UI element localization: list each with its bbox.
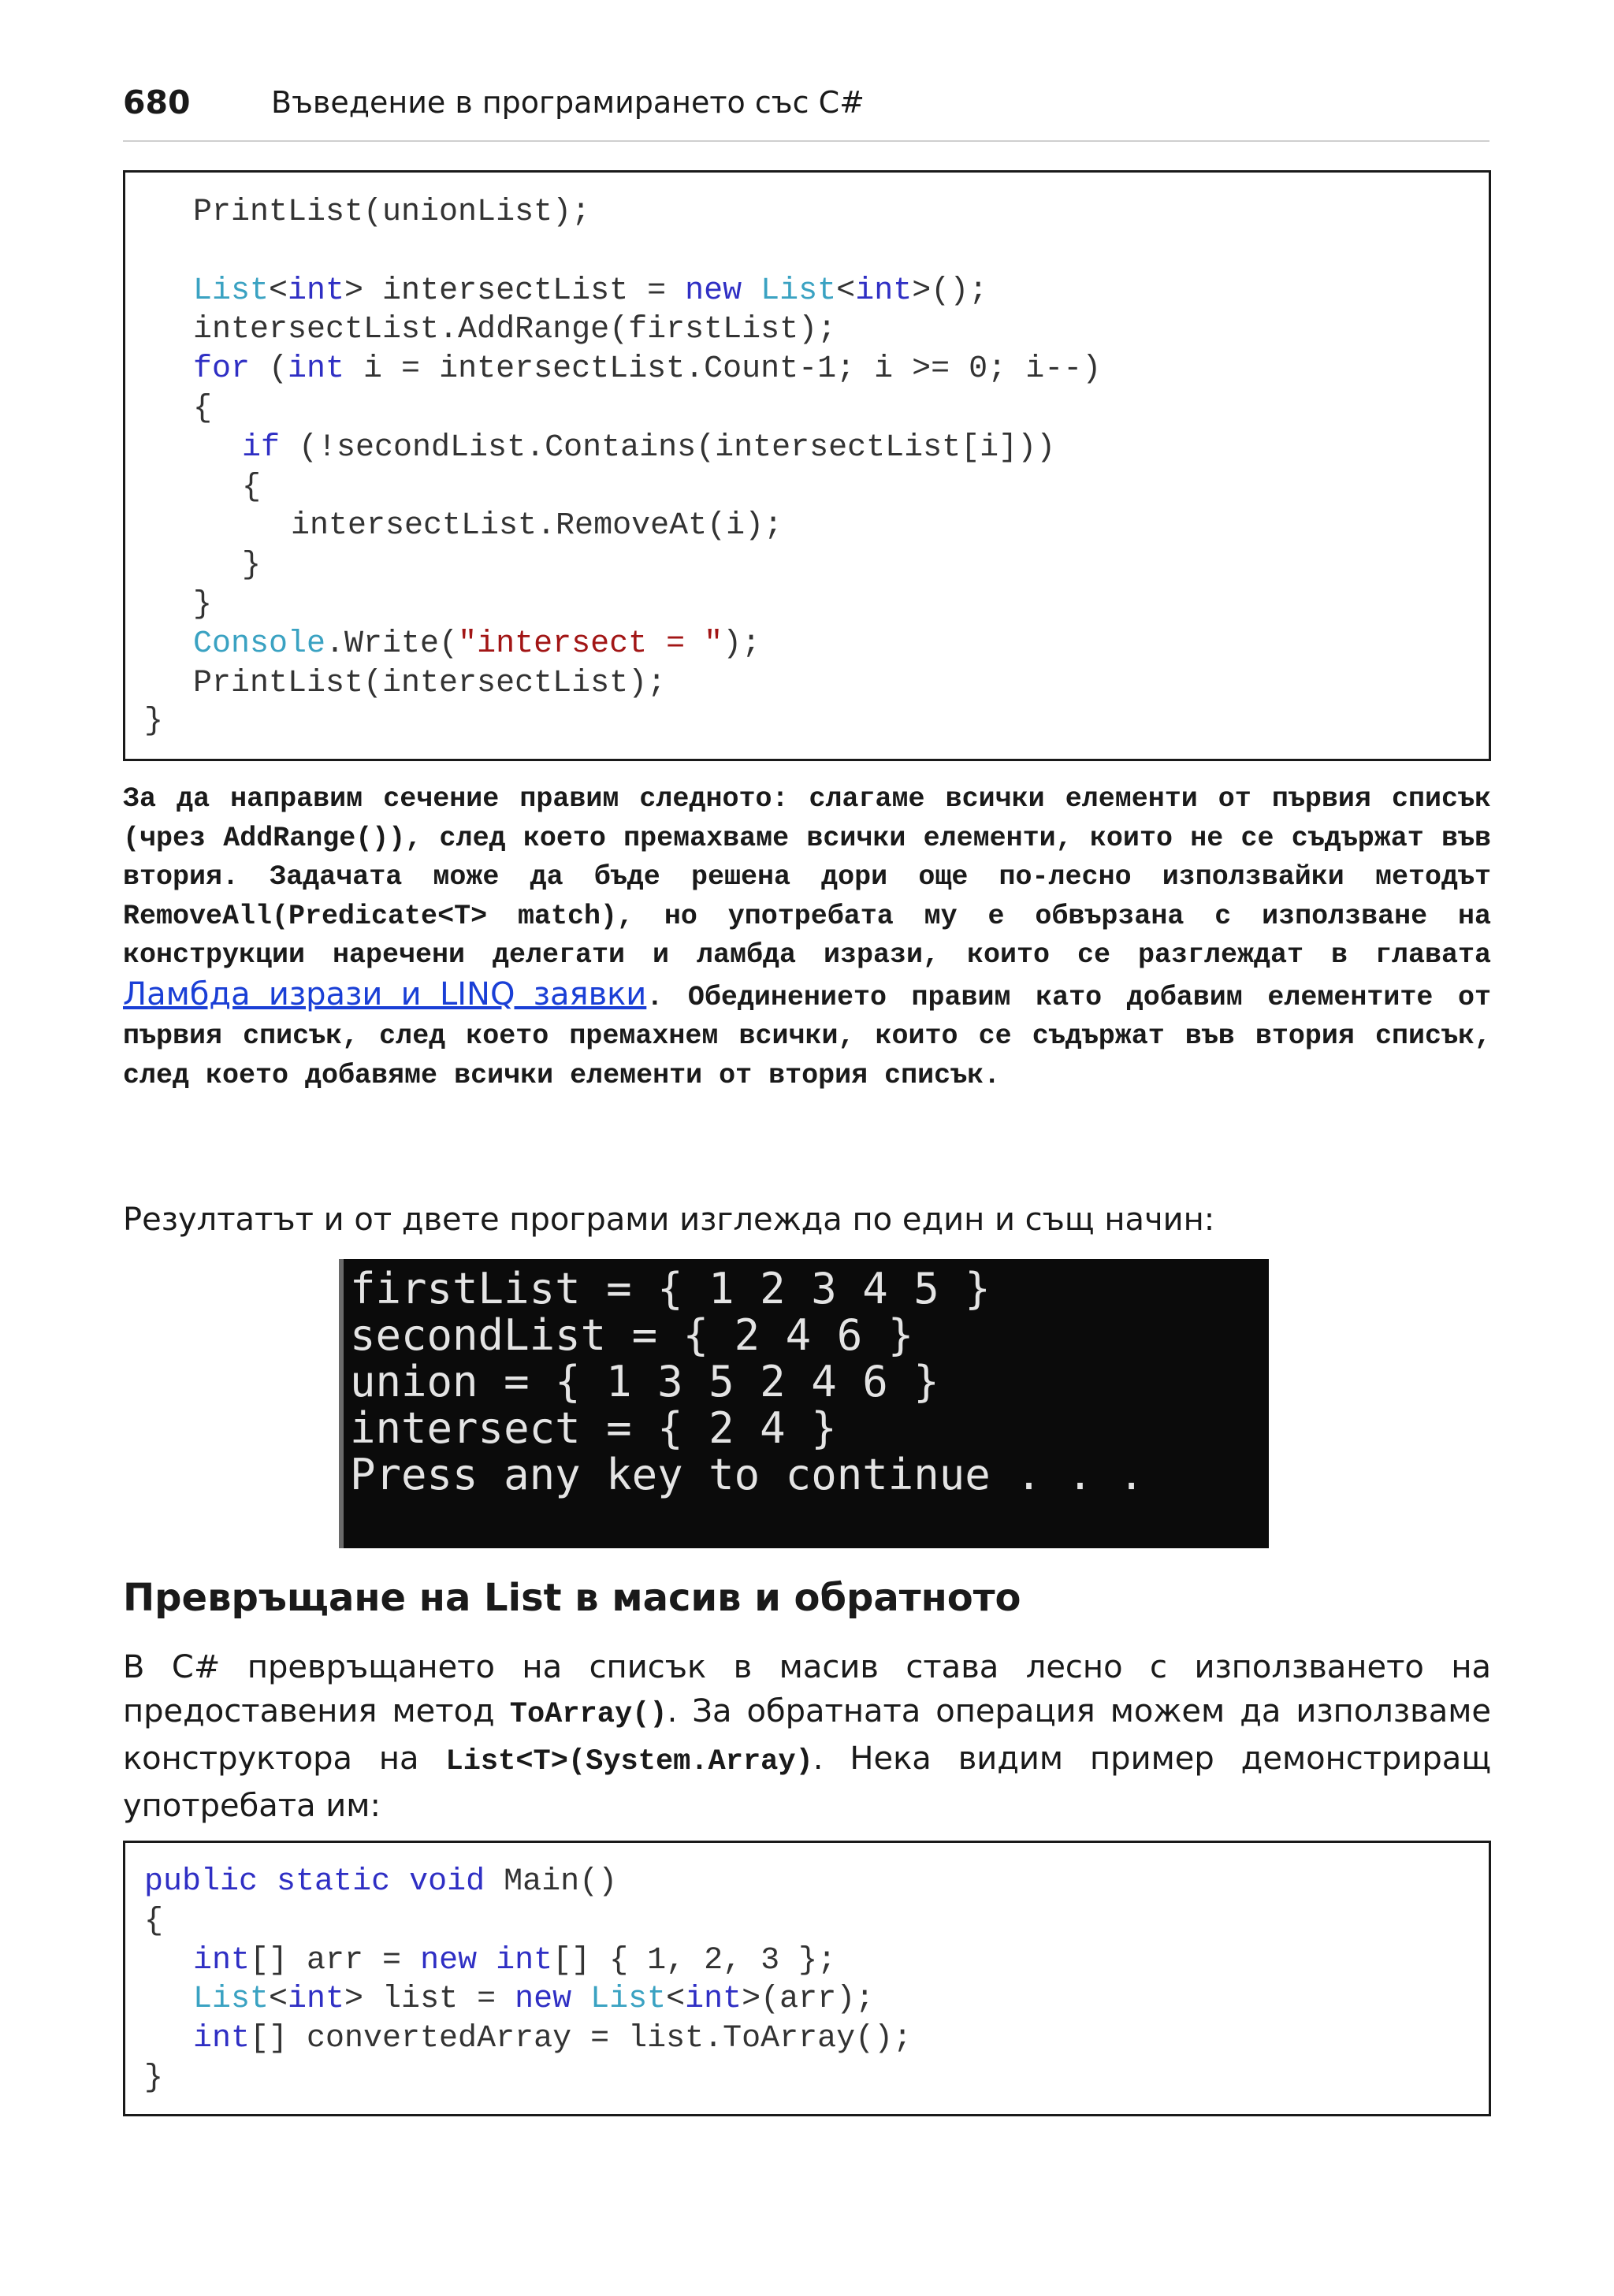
- code-line: if (!secondList.Contains(intersectList[i])): [242, 430, 1056, 466]
- code-line: PrintList(intersectList);: [193, 666, 667, 701]
- console-output: [339, 1259, 1269, 1548]
- code-line: int[] convertedArray = list.ToArray();: [193, 2021, 913, 2056]
- code-line: }: [242, 548, 262, 583]
- code-line: }: [193, 587, 213, 622]
- page-header: [123, 79, 1489, 142]
- chapter-link-lambda-linq[interactable]: Ламбда изрази и LINQ заявки: [123, 975, 647, 1012]
- code-line: {: [144, 1904, 164, 1939]
- page-number: 680: [123, 84, 191, 121]
- code-line: intersectList.AddRange(firstList);: [193, 312, 837, 347]
- code-line: }: [144, 2060, 164, 2096]
- book-page: [123, 0, 1499, 2296]
- section-heading: Превръщане на List в масив и обратното: [123, 1576, 1021, 1620]
- console-line: union = { 1 3 5 2 4 6 }: [350, 1357, 939, 1406]
- conversion-explanation: В C# превръщането на списък в масив става лесно с използването на предоставения метод ToArray(). За обратната операция можем да използваме конструктора на List<T>(System.Array). Нека видим пример демонстриращ употребата им:: [123, 1649, 1492, 1824]
- code-line: for (int i = intersectList.Count-1; i >= 0; i--): [193, 351, 1102, 387]
- intersection-explanation: За да направим сечение правим следното: слагаме всички елементи от първия списък (чрез AddRange()), след което премахваме всички елементи, които не се съдържат във втория. Задачата може да бъде решена дори още по-лесно използвайки методът RemoveAll(Predicate<T> match), но употребата му е обвързана с използване на конструкции наречени делегати и ламбда изрази, които се разглеждат в главата Ламбда изрази и LINQ заявки. Обединението правим като добавим елементите от първия списък, след което премахнем всички, които се съдържат във втория списък, след което добавяме всички елементи от втория списък.: [123, 783, 1492, 1091]
- code-listing-toarray: [123, 1841, 1491, 2116]
- code-line: Console.Write("intersect = ");: [193, 626, 761, 662]
- code-line: PrintList(unionList);: [193, 195, 591, 230]
- code-line: List<int> intersectList = new List<int>();: [193, 273, 988, 309]
- code-line: {: [193, 391, 213, 426]
- code-line: List<int> list = new List<int>(arr);: [193, 1982, 875, 2017]
- running-title: Въведение в програмирането със C#: [271, 85, 865, 120]
- code-listing-intersect: [123, 170, 1491, 761]
- result-intro: Резултатът и от двете програми изглежда по един и същ начин:: [123, 1202, 1215, 1238]
- code-line: }: [144, 704, 164, 739]
- console-line: intersect = { 2 4 }: [350, 1403, 837, 1453]
- console-line: secondList = { 2 4 6 }: [350, 1310, 914, 1360]
- console-line: Press any key to continue . . .: [350, 1450, 1144, 1499]
- code-line: intersectList.RemoveAt(i);: [291, 508, 783, 544]
- code-line: int[] arr = new int[] { 1, 2, 3 };: [193, 1943, 837, 1978]
- console-line: firstList = { 1 2 3 4 5 }: [350, 1264, 991, 1313]
- code-line: {: [242, 470, 262, 505]
- code-line: public static void Main(): [144, 1864, 618, 1900]
